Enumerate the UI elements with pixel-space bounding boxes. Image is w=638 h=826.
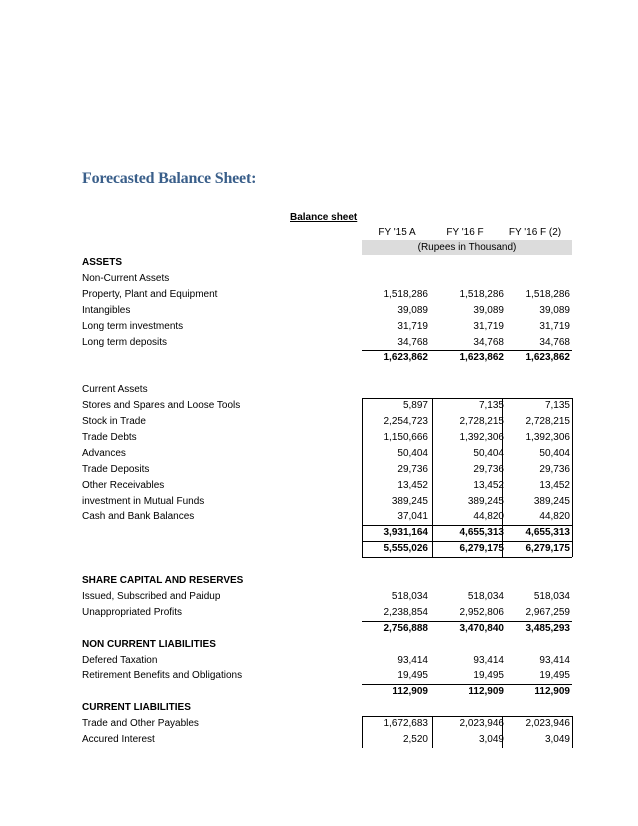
table-row xyxy=(82,684,572,700)
row-value: 1,518,286 xyxy=(525,288,570,300)
row-label: ASSETS xyxy=(82,257,123,268)
row-label: Property, Plant and Equipment xyxy=(82,288,218,300)
row-value: 50,404 xyxy=(397,447,428,459)
row-label: Long term deposits xyxy=(82,336,168,348)
table-row xyxy=(82,716,572,732)
row-value: 19,495 xyxy=(473,670,504,682)
table-row xyxy=(82,605,572,621)
table-rule xyxy=(362,716,572,717)
row-value: 2,952,806 xyxy=(459,606,504,618)
row-value: 6,279,175 xyxy=(525,543,570,555)
table-row xyxy=(82,525,572,541)
table-row xyxy=(82,462,572,478)
row-value: 112,909 xyxy=(392,686,428,698)
row-value: 44,820 xyxy=(539,511,570,523)
row-label: Other Receivables xyxy=(82,479,165,491)
column-rule xyxy=(502,398,503,557)
table-row xyxy=(82,621,572,637)
table-row xyxy=(82,255,572,271)
table-row xyxy=(82,509,572,525)
table-row xyxy=(82,430,572,446)
row-label: Issued, Subscribed and Paidup xyxy=(82,590,221,602)
row-value: 34,768 xyxy=(539,336,570,348)
row-value: 2,728,215 xyxy=(525,416,570,427)
row-label: NON CURRENT LIABILITIES xyxy=(82,638,216,650)
row-value: 1,518,286 xyxy=(383,288,428,300)
table-row xyxy=(82,573,572,589)
column-rule xyxy=(572,398,573,557)
row-value: 13,452 xyxy=(539,479,570,491)
row-value: 389,245 xyxy=(467,495,504,507)
row-value: 4,655,313 xyxy=(525,527,570,539)
row-value: 518,034 xyxy=(533,590,570,602)
row-value: 39,089 xyxy=(473,304,504,316)
row-label: Intangibles xyxy=(82,304,131,316)
row-value: 31,719 xyxy=(473,320,504,332)
row-value: 2,254,723 xyxy=(383,416,428,427)
row-value: 1,392,306 xyxy=(459,431,504,443)
row-label: Advances xyxy=(82,447,126,459)
units-banner: (Rupees in Thousand) xyxy=(362,240,572,255)
row-label: Accured Interest xyxy=(82,734,155,745)
table-rule xyxy=(362,350,572,351)
row-value: 93,414 xyxy=(473,654,504,666)
row-value: 518,034 xyxy=(467,590,504,602)
row-value: 112,909 xyxy=(534,686,570,698)
row-label: Trade Debts xyxy=(82,431,137,443)
row-value: 5,897 xyxy=(402,400,428,412)
row-value: 34,768 xyxy=(473,336,504,348)
table-rule xyxy=(362,541,572,542)
column-rule xyxy=(362,716,363,748)
table-row xyxy=(82,382,572,398)
table-row xyxy=(82,366,572,382)
table-row xyxy=(82,541,572,557)
table-row xyxy=(82,287,572,303)
page-heading: Forecasted Balance Sheet: xyxy=(82,170,257,187)
table-row xyxy=(82,335,572,351)
row-value: 2,023,946 xyxy=(525,718,570,730)
row-label: Long term investments xyxy=(82,320,184,332)
row-label: Retirement Benefits and Obligations xyxy=(82,670,243,682)
row-value: 3,470,840 xyxy=(459,622,504,634)
row-label: Cash and Bank Balances xyxy=(82,511,195,523)
row-value: 19,495 xyxy=(397,670,428,682)
row-value: 5,555,026 xyxy=(383,543,428,555)
row-value: 2,756,888 xyxy=(383,622,428,634)
row-value: 2,023,946 xyxy=(459,718,504,730)
row-value: 93,414 xyxy=(539,654,570,666)
table-row xyxy=(82,319,572,335)
table-row xyxy=(82,271,572,287)
row-label: CURRENT LIABILITIES xyxy=(82,702,191,714)
row-value: 7,135 xyxy=(544,400,570,412)
row-value: 518,034 xyxy=(391,590,428,602)
column-header-fy15a: FY '15 A xyxy=(378,227,416,238)
row-value: 3,485,293 xyxy=(525,622,570,634)
row-value: 34,768 xyxy=(397,336,428,348)
row-value: 2,967,259 xyxy=(525,606,570,618)
row-value: 6,279,175 xyxy=(459,543,504,555)
row-value: 7,135 xyxy=(478,400,504,412)
column-rule xyxy=(362,398,363,557)
row-label: Current Assets xyxy=(82,384,148,396)
row-value: 3,931,164 xyxy=(383,527,428,539)
row-value: 50,404 xyxy=(539,447,570,459)
row-value: 37,041 xyxy=(397,511,428,523)
table-rule xyxy=(362,398,572,399)
table-row xyxy=(82,446,572,462)
row-value: 29,736 xyxy=(397,463,428,475)
row-value: 1,518,286 xyxy=(459,288,504,300)
row-value: 44,820 xyxy=(473,511,504,523)
table-row xyxy=(82,637,572,653)
row-value: 93,414 xyxy=(397,654,428,666)
row-value: 13,452 xyxy=(473,479,504,491)
table-row xyxy=(82,732,572,748)
row-value: 39,089 xyxy=(539,304,570,316)
row-value: 29,736 xyxy=(539,463,570,475)
row-value: 112,909 xyxy=(468,686,504,698)
sheet-title: Balance sheet xyxy=(290,212,358,223)
table-row xyxy=(82,398,572,414)
row-label: investment in Mutual Funds xyxy=(82,495,205,507)
table-row xyxy=(82,414,572,430)
table-row xyxy=(82,700,572,716)
row-value: 29,736 xyxy=(473,463,504,475)
row-value: 389,245 xyxy=(391,495,428,507)
row-label: SHARE CAPITAL AND RESERVES xyxy=(82,575,244,586)
row-value: 19,495 xyxy=(539,670,570,682)
row-value: 50,404 xyxy=(473,447,504,459)
row-value: 31,719 xyxy=(397,320,428,332)
table-row xyxy=(82,303,572,319)
row-value: 1,623,862 xyxy=(459,352,504,364)
row-value: 1,672,683 xyxy=(383,718,428,730)
column-rule xyxy=(432,398,433,557)
row-value: 3,049 xyxy=(544,734,570,745)
row-value: 1,150,666 xyxy=(383,431,428,443)
row-value: 1,392,306 xyxy=(525,431,570,443)
table-rule xyxy=(362,557,572,558)
row-label: Trade Deposits xyxy=(82,463,150,475)
row-value: 13,452 xyxy=(397,479,428,491)
row-value: 39,089 xyxy=(397,304,428,316)
row-value: 2,728,215 xyxy=(459,416,504,427)
table-row xyxy=(82,494,572,510)
table-row xyxy=(82,653,572,669)
row-value: 31,719 xyxy=(539,320,570,332)
table-row xyxy=(82,478,572,494)
table-row xyxy=(82,589,572,605)
table-rule xyxy=(362,684,572,685)
row-value: 4,655,313 xyxy=(459,527,504,539)
row-label: Unappropriated Profits xyxy=(82,606,183,618)
row-value: 1,623,862 xyxy=(525,352,570,364)
table-rule xyxy=(362,525,572,526)
row-value: 389,245 xyxy=(533,495,570,507)
column-rule xyxy=(502,716,503,748)
row-value: 2,520 xyxy=(402,734,428,745)
table-row xyxy=(82,557,572,573)
row-label: Stores and Spares and Loose Tools xyxy=(82,400,241,412)
table-rule xyxy=(362,621,572,622)
column-rule xyxy=(572,716,573,748)
row-value: 1,623,862 xyxy=(383,352,428,364)
row-label: Defered Taxation xyxy=(82,654,158,666)
column-header-fy16f2: FY '16 F (2) xyxy=(508,227,562,238)
column-rule xyxy=(432,716,433,748)
row-label: Stock in Trade xyxy=(82,416,146,427)
row-label: Trade and Other Payables xyxy=(82,718,199,730)
row-label: Non-Current Assets xyxy=(82,272,170,284)
row-value: 3,049 xyxy=(478,734,504,745)
column-header-fy16f: FY '16 F xyxy=(446,227,484,238)
table-row xyxy=(82,350,572,366)
row-value: 2,238,854 xyxy=(383,606,428,618)
table-row xyxy=(82,668,572,684)
